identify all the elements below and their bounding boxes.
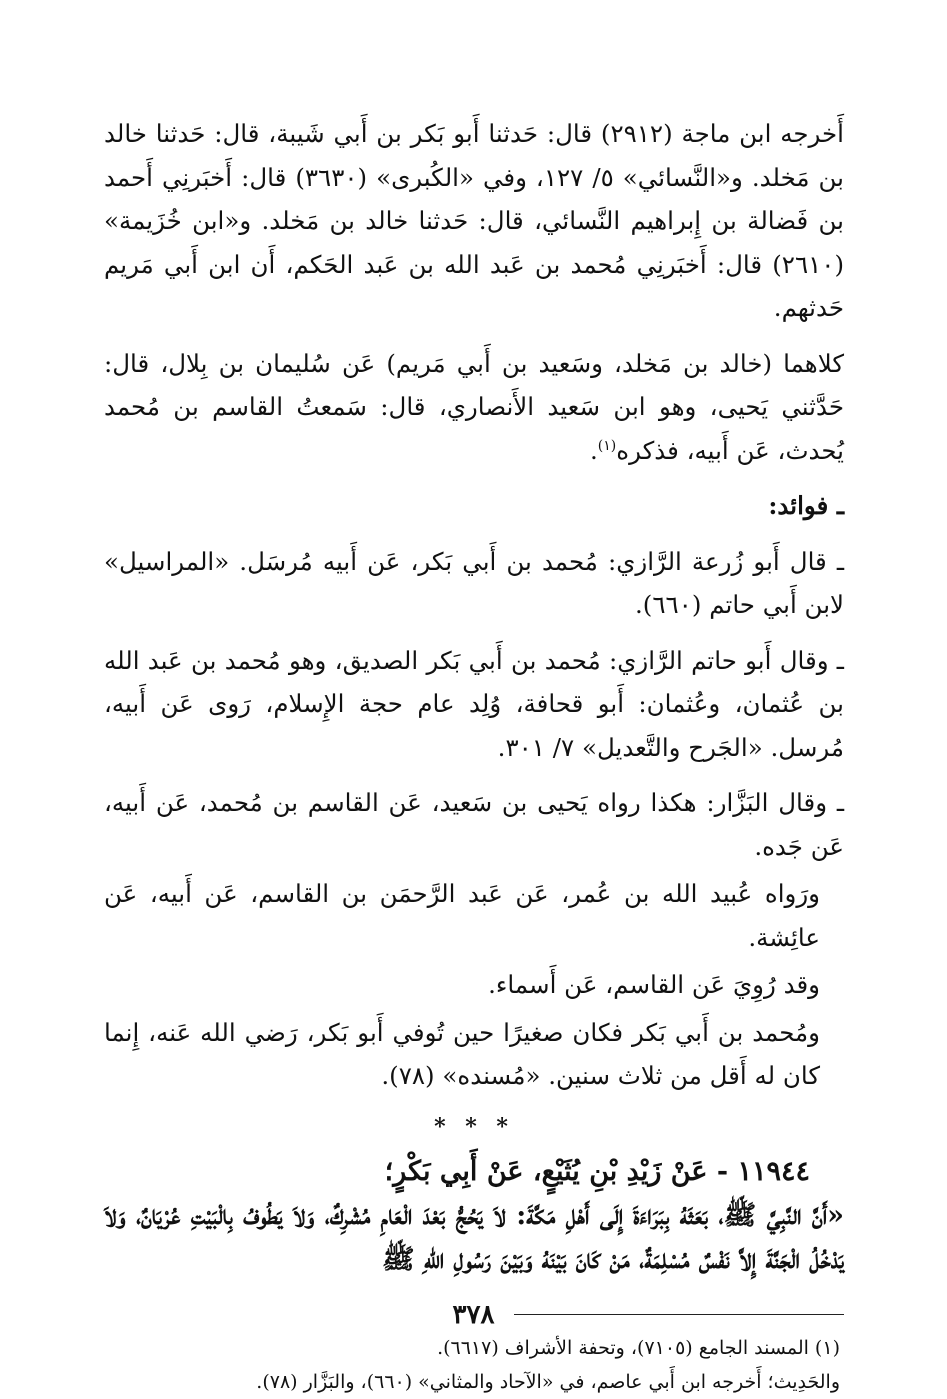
paragraph-ubaidullah: ورَواه عُبيد الله بن عُمر، عَن عَبد الرَّحمَن بن القاسم، عَن أَبيه، عَن عائِشة. <box>104 879 820 952</box>
page-number: ٣٧٨ <box>452 1300 495 1330</box>
hadith-heading <box>104 1150 844 1194</box>
section-heading-fawaid: ـ فوائد: <box>768 491 844 520</box>
paragraph-chain-end: . <box>589 435 598 465</box>
paragraph-abu-hatim: ـ وقال أَبو حاتم الرَّازي: مُحمد بن أَبي بَكر الصديق، وهو مُحمد بن عَبد الله بن عُثمان، وعُثمان: أَبو قحافة، وُلِد عام حجة الإِسلام، رَوى عَن أَبيه، مُرسل. «الجَرح والتَّعديل» ٧/ ٣٠١. <box>104 645 844 762</box>
paragraph-muhammad-abi-bakr: ومُحمد بن أَبي بَكر فكان صغيرًا حين تُوفي أَبو بَكر، رَضي الله عَنه، إِنما كان له أَقل من ثلاث سنين. «مُسنده» (٧٨). <box>104 1017 820 1090</box>
footnote-reference-1[interactable]: (١) <box>597 437 617 454</box>
footnote-1: (١) المسند الجامع (٧١٠٥)، وتحفة الأشراف (٦٦١٧). <box>437 1336 840 1359</box>
paragraph-asma: وقد رُوِيَ عَن القاسم، عَن أَسماء. <box>488 970 820 999</box>
hadith-matn: «أَنَّ النَّبِيَّ ﷺ، بَعَثَهُ بِبَرَاءَةَ إِلَى أَهْلِ مَكَّةَ: لاَ يَحُجُّ بَعْدَ الْعَامِ مُشْرِكٌ، وَلاَ يَطُوفُ بِالْبَيْتِ عُرْيَانٌ، وَلاَ يَدْخُلُ الْجَنَّةَ إِلاَّ نَفْسٌ مُسْلِمَةٌ، مَنْ كَانَ بَيْنَهُ وَبَيْنَ رَسُولِ اللهِ ﷺ <box>104 1199 844 1275</box>
paragraph-chain <box>104 342 844 473</box>
section-separator: * * * <box>434 1113 514 1140</box>
paragraph-abu-zura: ـ قال أَبو زُرعة الرَّازي: مُحمد بن أَبي بَكر، عَن أَبيه مُرسَل. «المراسيل» لابن أَبي حاتم (٦٦٠). <box>104 546 844 619</box>
paragraph-takhrij: أَخرجه ابن ماجة (٢٩١٢) قال: حَدثنا أَبو بَكر بن أَبي شَيبة، قال: حَدثنا خالد بن مَخلد. و«النَّسائي» ٥/ ١٢٧، وفي «الكُبرى» (٣٦٣٠) قال: أَخبَرنِي أَحمد بن فَضالة بن إِبراهيم النَّسائي، قال: حَدثنا خالد بن مَخلد. و«ابن خُزَيمة» (٢٦١٠) قال: أَخبَرنِي مُحمد بن عَبد الله بن عَبد الحَكم، أَن ابن أَبي مَريم حَدثهم. <box>104 119 844 322</box>
hadith-number: ١١٩٤٤ <box>737 1155 810 1187</box>
hadith-dash: - <box>716 1155 729 1187</box>
paragraph-chain-text: كلاهما (خالد بن مَخلد، وسَعيد بن أَبي مَريم) عَن سُليمان بن بِلال، قال: حَدَّثني يَحيى، وهو ابن سَعيد الأَنصاري، قال: سَمعتُ القاسم بن مُحمد يُحدث، عَن أَبيه، فذكره <box>104 348 844 465</box>
footnote-2: والحَدِيث؛ أَخرجه ابن أَبي عاصم، في «الآحاد والمثاني» (٦٦٠)، والبَزَّار (٧٨). <box>256 1370 840 1393</box>
paragraph-bazzar: ـ وقال البَزَّار: هكذا رواه يَحيى بن سَعيد، عَن القاسم بن مُحمد، عَن أَبيه، عَن جَده. <box>104 788 844 861</box>
page-body <box>104 112 844 1399</box>
hadith-isnad: عَنْ زَيْدِ بْنِ يُثَيْعٍ، عَنْ أَبِي بَكْرٍ؛ <box>384 1155 708 1187</box>
